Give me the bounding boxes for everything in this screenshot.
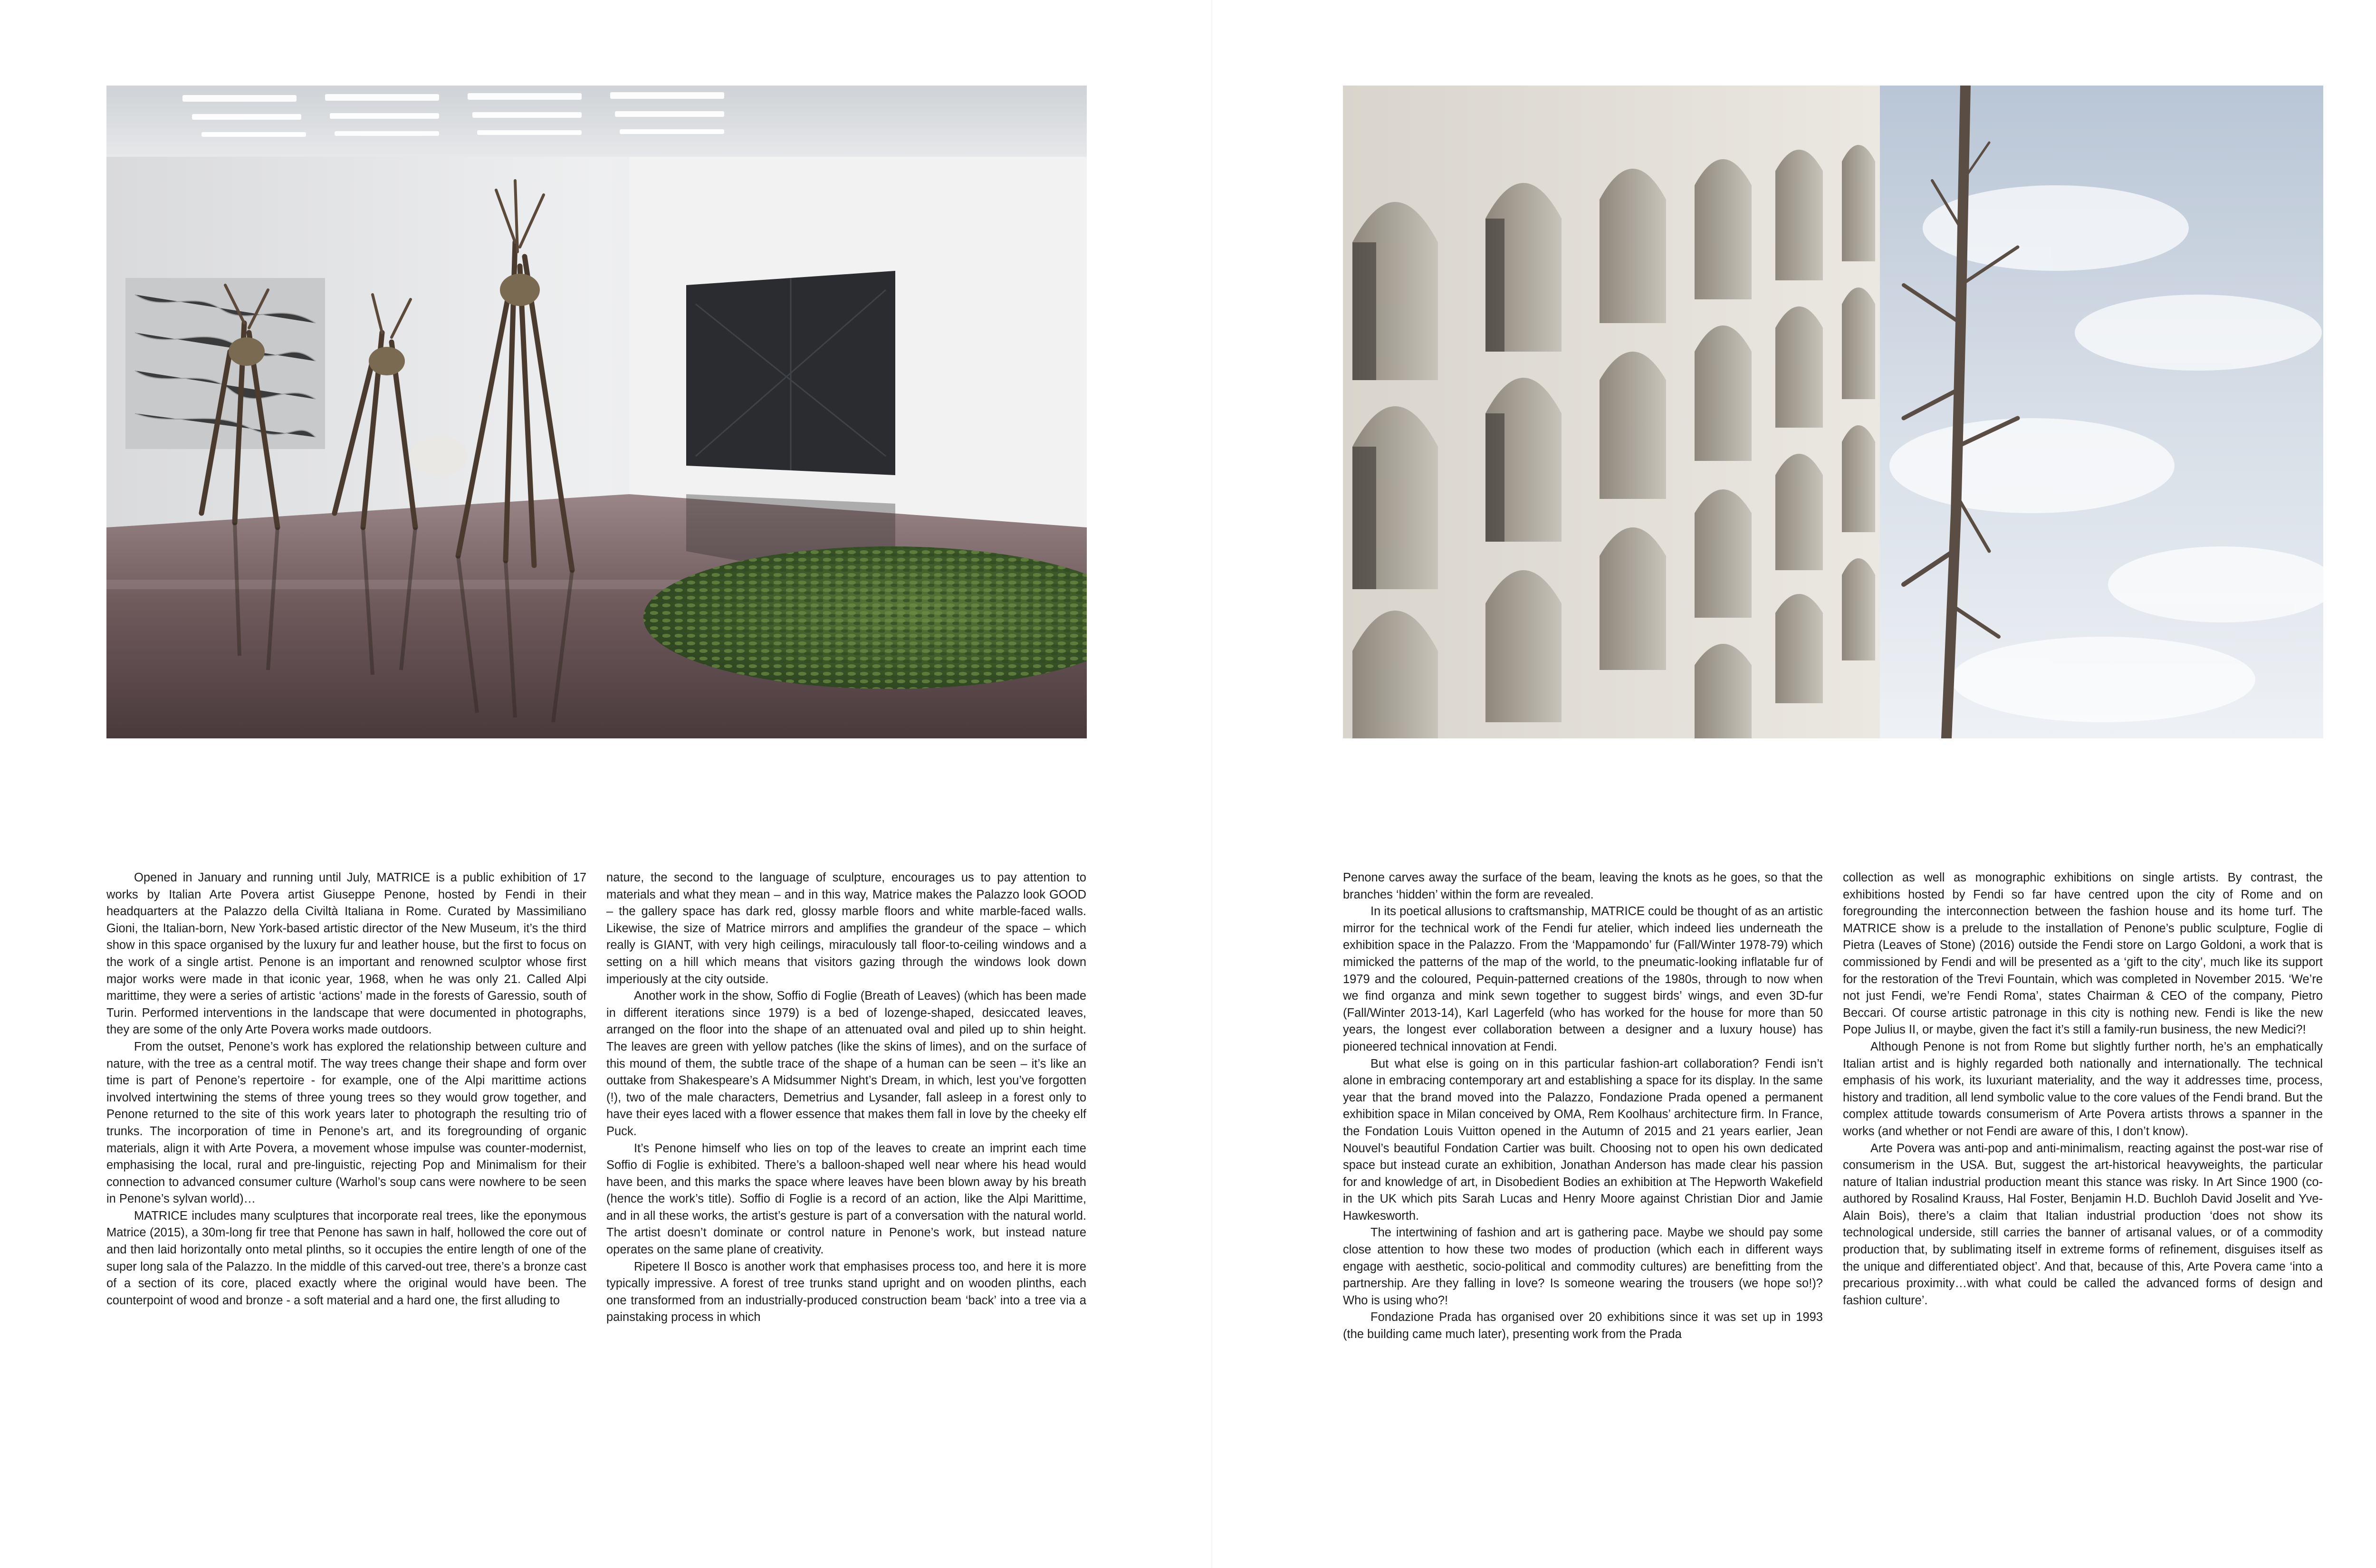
article-paragraph: Ripetere Il Bosco is another work that emphasises process too, and here it is more typically impressive. A forest of tree trunks stand upright and on wooden plinths, each one transformed from an industrially-produced construction beam ‘back’ into a tree via a painstaking process in which <box>606 1260 1086 1324</box>
article-paragraph: Opened in January and running until July, MATRICE is a public exhibition of 17 works by Italian Arte Povera artist Giuseppe Penone, hosted by Fendi in their headquarters at the Palazzo della Civiltà Italiana in Rome. Curated by Massimiliano Gioni, the Italian-born, New York-based artistic director of the New Museum, it’s the third show in this space organised by the luxury fur and leather house, but the first to focus on the work of a single artist. Penone is an important and renowned sculptor whose first major works were made in that iconic year, 1968, when he was only 21. Called Alpi marittime, they were a series of artistic ‘actions’ made in the forests of Garessio, south of Turin. Performed interventions in the landscape that were documented in photographs, they are some of the only Arte Povera works made outdoors. <box>106 871 586 1037</box>
article-paragraph: The intertwining of fashion and art is gathering pace. Maybe we should pay some close attention to how these two modes of production (which each in different ways engage with aesthetic, socio-political and commodity cultures) are benefitting from the partnership. Are they falling in love? Is someone wearing the trousers (we hope so!)? Who is using who?! <box>1343 1226 1823 1307</box>
article-paragraph: MATRICE includes many sculptures that incorporate real trees, like the eponymous Matrice (2015), a 30m-long fir tree that Penone has sawn in half, hollowed the core out of and then laid horizontally onto metal plinths, so it occupies the entire length of one of the super long sala of the Palazzo. In the middle of this carved-out tree, there’s a bronze cast of a section of its core, placed exactly where the original would have been. The counterpoint of wood and bronze - a soft material and a hard one, the first alluding to <box>106 1209 586 1307</box>
article-column-1 <box>106 870 586 1463</box>
page-gutter <box>1211 0 1213 1568</box>
article-column-2 <box>606 870 1086 1463</box>
article-paragraph-continued: Penone carves away the surface of the beam, leaving the knots as he goes, so that the branches ‘hidden’ within the form are revealed. <box>1343 871 1823 901</box>
article-paragraph: But what else is going on in this particular fashion-art collaboration? Fendi isn’t alone in embracing contemporary art and establishing a space for its display. In the same year that the brand moved into the Palazzo, Fondazione Prada opened a permanent exhibition space in Milan conceived by OMA, Rem Koolhaus’ architecture firm. In France, the Fondation Louis Vuitton opened in the Autumn of 2015 and 21 years earlier, Jean Nouvel’s beautiful Fondation Cartier was built. Choosing not to open his own dedicated space but instead curate an exhibition, Jonathan Anderson has made clear his passion for and knowledge of art, in Disobedient Bodies an exhibition at The Hepworth Wakefield in the UK which pits Sarah Lucas and Henry Moore against Christian Dior and Jamie Hawkesworth. <box>1343 1057 1823 1223</box>
article-paragraph: Another work in the show, Soffio di Foglie (Breath of Leaves) (which has been made in different iterations since 1979) is a bed of lozenge-shaped, desiccated leaves, arranged on the floor into the shape of an attenuated oval and piled up to shin height. The leaves are green with yellow patches (like the skins of limes), and on the surface of this mound of them, the subtle trace of the shape of a human can be seen – it’s like an outtake from Shakespeare’s A Midsummer Night’s Dream, in which, lest you’ve forgotten (!), two of the male characters, Demetrius and Lysander, fall asleep in a forest only to have their eyes laced with a flower essence that makes them fall in love by the cheeky elf Puck. <box>606 989 1086 1138</box>
palazzo-facade-illustration <box>1343 86 2323 738</box>
article-paragraph: Arte Povera was anti-pop and anti-minimalism, reacting against the post-war rise of consumerism in the USA. But, suggest the art-historical heavyweights, the particular nature of Italian industrial production meant this stance was risky. In Art Since 1900 (co-authored by Rosalind Krauss, Hal Foster, Benjamin H.D. Buchloh David Joselit and Yve-Alain Bois), there’s a claim that Italian industrial production ‘does not show its technological underside, still carries the banner of artisanal values, or of a commodity production that, by sublimating itself in extreme forms of refinement, disguises itself as the unique and differentiated object’. And that, because of this, Arte Povera came ‘into a precarious proximity…with what could be called the advanced forms of design and fashion culture’. <box>1843 1141 2323 1307</box>
article-paragraph: Fondazione Prada has organised over 20 exhibitions since it was set up in 1993 (the building came much later), presenting work from the Prada <box>1343 1310 1823 1341</box>
article-paragraph: Although Penone is not from Rome but slightly further north, he’s an emphatically Italian artist and is highly regarded both nationally and internationally. The technical emphasis of his work, its luxuriant materiality, and the way it addresses time, process, history and tradition, all lend symbolic value to the core values of the Fendi brand. But the complex attitude towards consumerism of Arte Povera artists throws a spanner in the works (and whether or not Fendi are aware of this, I don’t know). <box>1843 1040 2323 1138</box>
article-paragraph-continued: nature, the second to the language of sculpture, encourages us to pay attention to materials and what they mean – and in this way, Matrice makes the Palazzo look GOOD – the gallery space has dark red, glossy marble floors and white marble-faced walls. Likewise, the size of Matrice mirrors and amplifies the grandeur of the space – which really is GIANT, with very high ceilings, miraculously tall floor-to-ceiling windows and a setting on a hill which means that visitors gazing through the windows look down imperiously at the city outside. <box>606 871 1086 986</box>
palazzo-facade-photo <box>1343 86 2323 738</box>
article-paragraph: From the outset, Penone’s work has explored the relationship between culture and nature, with the tree as a central motif. The way trees change their shape and form over time is part of Penone’s repertoire - for example, one of the Alpi marittime actions involved intertwining the stems of three young trees so they would grow together, and Penone returned to the site of this work years later to photograph the resulting trio of trunks. The incorporation of time in Penone’s art, and its foregrounding of organic materials, align it with Arte Povera, a movement whose impulse was counter-modernist, emphasising the local, rural and pre-linguistic, rejecting Pop and Minimalism for their connection to advanced consumer culture (Warhol’s soup cans were nowhere to be seen in Penone’s sylvan world)… <box>106 1040 586 1206</box>
article-paragraph: It’s Penone himself who lies on top of the leaves to create an imprint each time Soffio di Foglie is exhibited. There’s a balloon-shaped well near where his head would have been, and this marks the space where leaves have been blown away by his breath (hence the work’s title). Soffio di Foglie is a record of an action, like the Alpi Marittime, and in all these works, the artist’s gesture is part of a conversation with the natural world. The artist doesn’t dominate or control nature in Penone’s work, but instead nature operates on the same plane of creativity. <box>606 1141 1086 1257</box>
gallery-installation-photo <box>106 86 1087 738</box>
gallery-installation-illustration <box>106 86 1087 738</box>
article-paragraph-continued: collection as well as monographic exhibitions on single artists. By contrast, the exhibitions hosted by Fendi so far have centred upon the city of Rome and on foregrounding the interconnection between the fashion house and its home turf. The MATRICE show is a prelude to the installation of Penone’s public sculpture, Foglie di Pietra (Leaves of Stone) (2016) outside the Fendi store on Largo Goldoni, a work that is commissioned by Fendi and will be presented as a ‘gift to the city’, much like its support for the restoration of the Trevi Fountain, which was completed in November 2015. ‘We’re not just Fendi, we’re Fendi Roma’, states Chairman & CEO of the company, Pietro Beccari. Of course artistic patronage in this city is nothing new. Fendi is like the new Pope Julius II, or maybe, given the fact it’s still a family-run business, the new Medici?! <box>1843 871 2323 1037</box>
article-column-4 <box>1843 870 2323 1463</box>
article-paragraph: In its poetical allusions to craftsmanship, MATRICE could be thought of as an artistic mirror for the technical work of the Fendi fur atelier, which indeed lies underneath the exhibition space in the Palazzo. From the ‘Mappamondo’ fur (Fall/Winter 1978-79) which mimicked the patterns of the map of the world, to the pneumatic-looking inflatable fur of 1979 and the coloured, Pequin-patterned creations of the 1980s, through to now when we find organza and mink sewn together to suggest birds’ wings, and even 3D-fur (Fall/Winter 2013-14), Karl Lagerfeld (who has worked for the house for more than 50 years, the longest ever collaboration between a designer and a luxury house) has pioneered technical innovation at Fendi. <box>1343 905 1823 1053</box>
article-column-3 <box>1343 870 1823 1463</box>
